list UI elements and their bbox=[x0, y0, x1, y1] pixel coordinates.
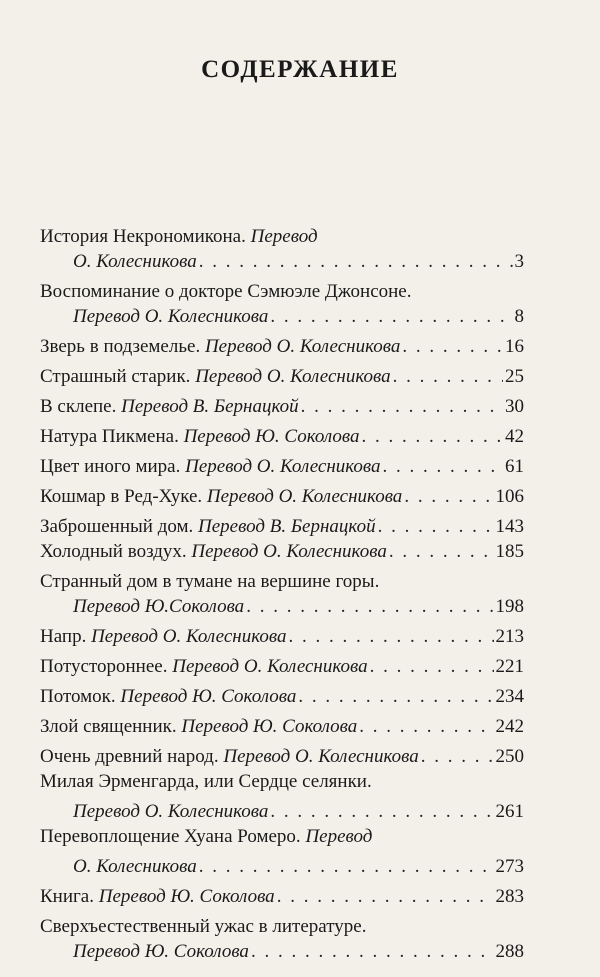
toc-entry bbox=[40, 624, 524, 649]
dot-leader bbox=[270, 304, 512, 329]
toc-entry bbox=[40, 364, 524, 389]
toc-entry bbox=[40, 854, 524, 879]
toc-entry-translator: Перевод Ю. Соколова bbox=[120, 686, 297, 707]
toc-entry bbox=[40, 279, 524, 304]
toc-entry-text bbox=[40, 914, 366, 939]
toc-entry-text bbox=[73, 799, 268, 824]
toc-entry-title: Воспоминание о докторе Сэмюэле Джонсоне. bbox=[40, 281, 412, 302]
dot-leader bbox=[199, 249, 513, 274]
toc-entry-title: Напр. bbox=[40, 626, 87, 647]
toc-entry bbox=[40, 249, 524, 274]
toc-entry bbox=[40, 454, 524, 479]
toc-entry-translator: Перевод bbox=[305, 826, 373, 847]
toc-entry bbox=[40, 394, 524, 419]
toc-entry bbox=[40, 684, 524, 709]
toc-page-number: 288 bbox=[495, 941, 524, 962]
toc-entry-translator: Перевод Ю. Соколова bbox=[98, 886, 275, 907]
toc-entry-text bbox=[40, 334, 400, 359]
toc-page-number: 234 bbox=[495, 686, 524, 707]
toc-page-number: 242 bbox=[495, 716, 524, 737]
dot-leader bbox=[402, 334, 503, 359]
dot-leader bbox=[298, 684, 493, 709]
toc-entry-title: Злой священник. bbox=[40, 716, 177, 737]
toc-entry-text bbox=[40, 684, 296, 709]
toc-entry bbox=[40, 914, 524, 939]
toc-page-number: 213 bbox=[495, 626, 524, 647]
toc-entry-title: Зверь в подземелье. bbox=[40, 336, 201, 357]
toc-entry-text bbox=[40, 769, 372, 794]
toc-entry bbox=[40, 224, 524, 249]
toc-entry-text bbox=[40, 364, 391, 389]
toc-entry-title: Кошмар в Ред-Хуке. bbox=[40, 486, 203, 507]
toc-entry-text bbox=[40, 654, 368, 679]
toc-entry-text bbox=[40, 279, 411, 304]
toc-entry-title: История Некрономикона. bbox=[40, 226, 246, 247]
toc-page-number: 42 bbox=[505, 426, 524, 447]
toc-entry bbox=[40, 769, 524, 794]
toc-page-number: 8 bbox=[514, 306, 524, 327]
toc-entry-title: Перевоплощение Хуана Ромеро. bbox=[40, 826, 301, 847]
toc-entry-text bbox=[40, 714, 357, 739]
toc-entry-text bbox=[73, 594, 244, 619]
toc-entry bbox=[40, 654, 524, 679]
toc-entry-text bbox=[73, 854, 197, 879]
dot-leader bbox=[378, 514, 494, 539]
dot-leader bbox=[383, 454, 503, 479]
toc-entry-text bbox=[40, 744, 419, 769]
toc-entry-title: Странный дом в тумане на вершине горы. bbox=[40, 571, 380, 592]
toc-entry-translator: Перевод О. Колесникова bbox=[73, 801, 269, 822]
toc-entry-title: Холодный воздух. bbox=[40, 541, 187, 562]
dot-leader bbox=[251, 939, 494, 964]
toc-entry-translator: Перевод Ю.Соколова bbox=[73, 596, 245, 617]
dot-leader bbox=[199, 854, 494, 879]
table-of-contents bbox=[40, 224, 524, 964]
dot-leader bbox=[301, 394, 503, 419]
toc-page-number: 106 bbox=[495, 486, 524, 507]
toc-entry-title: Заброшенный дом. bbox=[40, 516, 194, 537]
toc-entry-translator: Перевод О. Колесникова bbox=[223, 746, 419, 767]
dot-leader bbox=[359, 714, 493, 739]
toc-entry-translator: Перевод О. Колесникова bbox=[204, 336, 401, 357]
toc-entry bbox=[40, 714, 524, 739]
toc-entry bbox=[40, 799, 524, 824]
toc-page-number: 273 bbox=[495, 856, 524, 877]
toc-entry-text bbox=[73, 304, 268, 329]
toc-entry bbox=[40, 484, 524, 509]
toc-entry bbox=[40, 514, 524, 539]
toc-entry bbox=[40, 824, 524, 849]
dot-leader bbox=[362, 424, 503, 449]
toc-entry bbox=[40, 939, 524, 964]
toc-entry bbox=[40, 424, 524, 449]
toc-page-number: 16 bbox=[505, 336, 524, 357]
dot-leader bbox=[370, 654, 494, 679]
toc-entry-text bbox=[40, 424, 360, 449]
toc-entry-text bbox=[40, 484, 402, 509]
toc-page-number: 250 bbox=[495, 746, 524, 767]
toc-entry-translator: О. Колесникова bbox=[73, 251, 197, 272]
toc-entry-text bbox=[40, 514, 376, 539]
toc-page-number: 3 bbox=[514, 251, 524, 272]
toc-entry-translator: Перевод В. Бернацкой bbox=[198, 516, 376, 537]
dot-leader bbox=[277, 884, 494, 909]
toc-entry-translator: Перевод В. Бернацкой bbox=[121, 396, 299, 417]
toc-entry-text bbox=[40, 569, 379, 594]
toc-entry-text bbox=[40, 394, 299, 419]
toc-page-number: 61 bbox=[505, 456, 524, 477]
toc-entry bbox=[40, 334, 524, 359]
toc-entry-title: Потустороннее. bbox=[40, 656, 168, 677]
toc-entry-title: Страшный старик. bbox=[40, 366, 191, 387]
toc-entry-text bbox=[73, 249, 197, 274]
toc-entry-text bbox=[40, 224, 318, 249]
dot-leader bbox=[393, 364, 503, 389]
toc-entry-text bbox=[40, 454, 381, 479]
toc-page-number: 221 bbox=[495, 656, 524, 677]
toc-entry-translator: Перевод Ю. Соколова bbox=[73, 941, 249, 962]
dot-leader bbox=[421, 744, 494, 769]
toc-entry-text bbox=[73, 939, 249, 964]
toc-entry-translator: Перевод Ю. Соколова bbox=[183, 426, 360, 447]
toc-entry-text bbox=[40, 824, 372, 849]
toc-entry bbox=[40, 539, 524, 564]
toc-entry bbox=[40, 569, 524, 594]
toc-entry-title: Цвет иного мира. bbox=[40, 456, 181, 477]
toc-entry bbox=[40, 884, 524, 909]
toc-entry-title: Очень древний народ. bbox=[40, 746, 219, 767]
toc-page-number: 198 bbox=[495, 596, 524, 617]
dot-leader bbox=[404, 484, 493, 509]
dot-leader bbox=[246, 594, 493, 619]
toc-page-number: 185 bbox=[495, 541, 524, 562]
toc-entry-text bbox=[40, 624, 287, 649]
toc-entry bbox=[40, 304, 524, 329]
toc-entry bbox=[40, 594, 524, 619]
toc-entry-translator: Перевод О. Колесникова bbox=[91, 626, 287, 647]
toc-entry-translator: Перевод О. Колесникова bbox=[206, 486, 403, 507]
toc-entry-title: Милая Эрменгарда, или Сердце селянки. bbox=[40, 771, 372, 792]
toc-page-number: 261 bbox=[495, 801, 524, 822]
toc-entry-title: Натура Пикмена. bbox=[40, 426, 179, 447]
dot-leader bbox=[389, 539, 494, 564]
toc-page-number: 25 bbox=[505, 366, 524, 387]
dot-leader bbox=[289, 624, 494, 649]
toc-entry-title: Книга. bbox=[40, 886, 94, 907]
toc-entry-text bbox=[40, 539, 387, 564]
dot-leader bbox=[270, 799, 493, 824]
toc-entry-translator: Перевод О. Колесникова bbox=[195, 366, 391, 387]
toc-entry-title: Потомок. bbox=[40, 686, 116, 707]
toc-entry-translator: Перевод bbox=[250, 226, 318, 247]
toc-page-number: 143 bbox=[495, 516, 524, 537]
toc-page-number: 30 bbox=[505, 396, 524, 417]
toc-entry-translator: Перевод Ю. Соколова bbox=[181, 716, 358, 737]
toc-entry-translator: Перевод О. Колесникова bbox=[185, 456, 381, 477]
toc-entry bbox=[40, 744, 524, 769]
toc-entry-translator: Перевод О. Колесникова bbox=[73, 306, 269, 327]
toc-entry-translator: Перевод О. Колесникова bbox=[172, 656, 368, 677]
toc-entry-translator: О. Колесникова bbox=[73, 856, 197, 877]
toc-entry-text bbox=[40, 884, 275, 909]
page-title: СОДЕРЖАНИЕ bbox=[201, 56, 399, 83]
toc-entry-title: Сверхъестественный ужас в литературе. bbox=[40, 916, 367, 937]
toc-entry-title: В склепе. bbox=[40, 396, 117, 417]
toc-entry-translator: Перевод О. Колесникова bbox=[191, 541, 387, 562]
toc-page-number: 283 bbox=[495, 886, 524, 907]
